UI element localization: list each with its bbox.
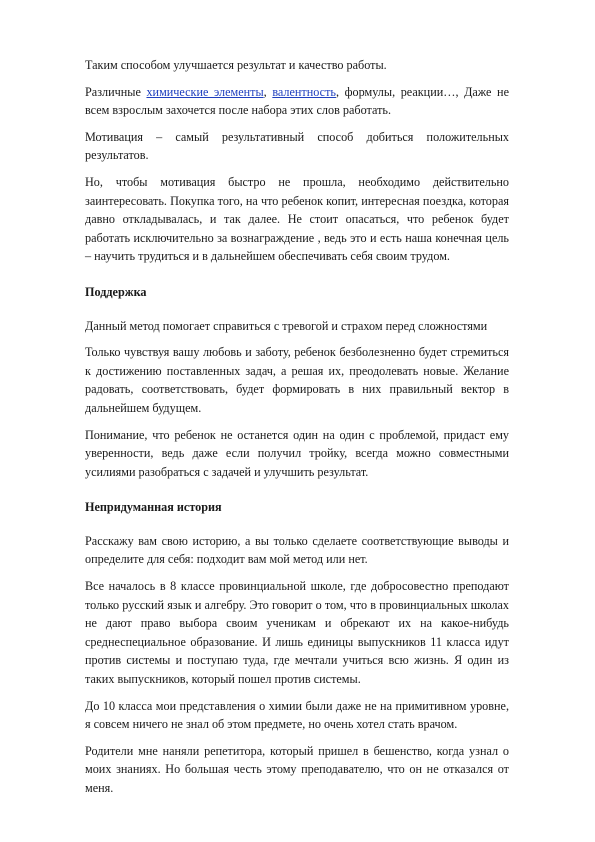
- paragraph-motivation: Мотивация – самый результативный способ добиться положительных результатов.: [85, 129, 509, 163]
- section-heading-true-story: Непридуманная история: [85, 500, 222, 515]
- paragraph-text: , формулы, реакции…, Даже не всем взрослым захочется после набора этих слов работать.: [85, 84, 509, 118]
- paragraph-love-care: Только чувствуя вашу любовь и заботу, ребенок безболезненно будет стремиться к достижению поставленных задач, а решая их, преодолевать новые. Желание радовать, соответствовать, будет формировать в них правильный вектор в дальнейшем будущем.: [85, 345, 509, 415]
- valency-link[interactable]: валентность: [272, 84, 336, 99]
- paragraph-quality: Таким способом улучшается результат и качество работы.: [85, 58, 387, 72]
- paragraph-method-anxiety: Данный метод помогает справиться с тревогой и страхом перед сложностями: [85, 318, 488, 333]
- paragraph-10th-grade: До 10 класса мои представления о химии были даже не на примитивном уровне, я совсем ничего не знал об этом предмете, но очень хотел стать врачом.: [85, 698, 509, 732]
- chemical-elements-link[interactable]: химические элементы: [146, 84, 264, 99]
- separator-text: ,: [263, 84, 273, 99]
- document-body: [85, 56, 509, 806]
- paragraph-8th-grade: Все началось в 8 классе провинциальной школе, где добросовестно преподают только русский язык и алгебру. Это говорит о том, что в провинциальных школах не дают право выбора своим ученикам и обрекают их на какое-нибудь среднеспециальное образование. И лишь единицы выпускников 11 класса идут против системы и поступаю туда, где мечтали учиться всю жизнь. Я один из таких выпускников, который пошел против системы.: [85, 579, 509, 687]
- paragraph-chemical-elements: [85, 83, 509, 120]
- paragraph-understanding: Понимание, что ребенок не останется один на один с проблемой, придаст ему уверенности, ведь даже если получил тройку, всегда можно совместными усилиями разобраться с задачей и улучшить результат.: [85, 427, 509, 479]
- paragraph-my-story: Расскажу вам свою историю, а вы только сделаете соответствующие выводы и определите для себя: подходит вам мой метод или нет.: [85, 533, 509, 567]
- paragraph-text: Различные: [85, 84, 147, 99]
- section-heading-support: Поддержка: [85, 284, 147, 299]
- paragraph-reward: Но, чтобы мотивация быстро не прошла, необходимо действительно заинтересовать. Покупка того, на что ребенок копит, интересная поездка, которая давно откладывалась, и так далее. Не стоит опасаться, что ребенок будет работать исключительно за вознаграждение , ведь это и есть наша конечная цель – научить трудиться и в дальнейшем обеспечивать себя своим трудом.: [85, 174, 509, 264]
- paragraph-tutor: Родители мне наняли репетитора, который пришел в бешенство, когда узнал о моих знаниях. Но большая честь этому преподавателю, что он не отказался от меня.: [85, 743, 509, 795]
